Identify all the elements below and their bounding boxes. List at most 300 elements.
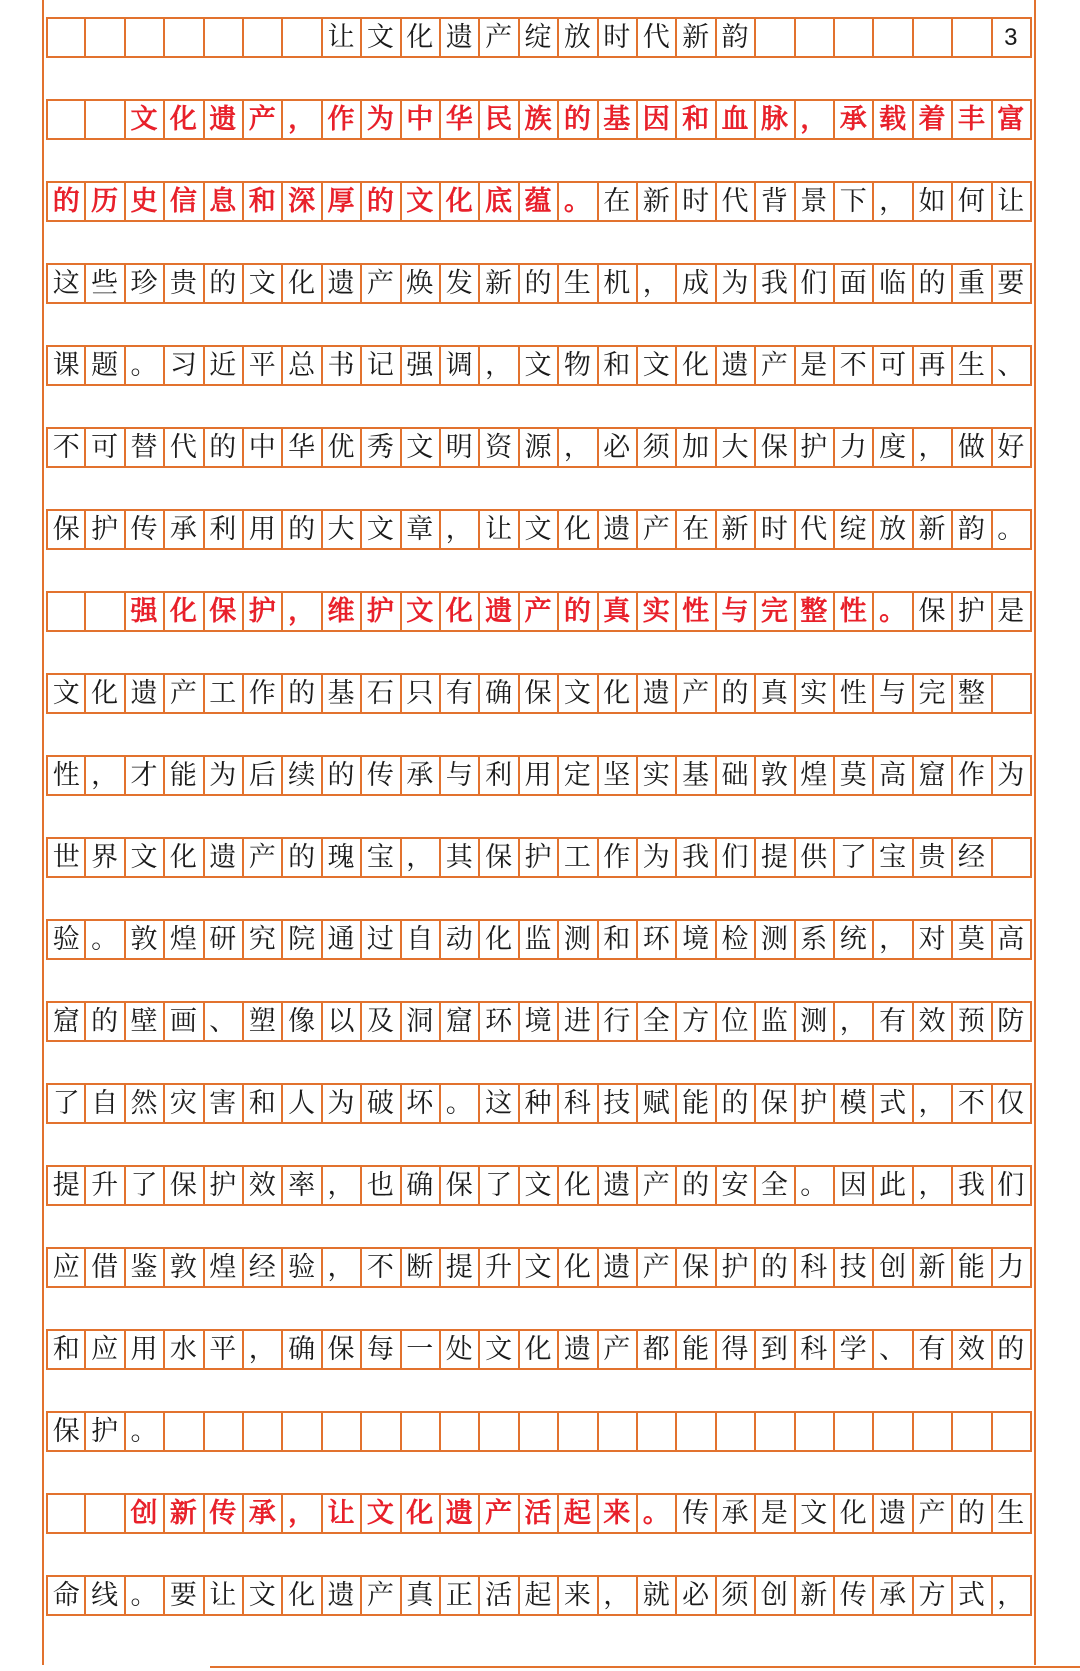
char-cell: 为 xyxy=(716,265,756,302)
char-cell: 在 xyxy=(598,183,638,220)
char-cell: 位 xyxy=(716,1003,756,1040)
char-cell: 护 xyxy=(795,429,835,466)
char-cell: 替 xyxy=(125,429,165,466)
char-cell: 要 xyxy=(992,265,1032,302)
empty-cell xyxy=(85,1495,125,1532)
char-cell: 的 xyxy=(558,593,598,630)
empty-cell xyxy=(204,1413,244,1450)
char-cell: 产 xyxy=(361,265,401,302)
char-cell: 产 xyxy=(755,347,795,384)
char-cell: 文 xyxy=(243,1577,283,1614)
char-cell: 成 xyxy=(676,265,716,302)
char-cell: 发 xyxy=(440,265,480,302)
char-cell: ， xyxy=(913,429,953,466)
char-cell: 资 xyxy=(479,429,519,466)
empty-cell xyxy=(361,1413,401,1450)
char-cell: ， xyxy=(401,839,441,876)
char-cell: 和 xyxy=(46,1331,86,1368)
char-cell: 可 xyxy=(873,347,913,384)
char-cell: 了 xyxy=(479,1167,519,1204)
char-cell: 护 xyxy=(952,593,992,630)
char-cell: 须 xyxy=(637,429,677,466)
char-cell: 境 xyxy=(676,921,716,958)
char-cell: 在 xyxy=(676,511,716,548)
char-cell: 测 xyxy=(795,1003,835,1040)
char-cell: 力 xyxy=(834,429,874,466)
char-cell: 敦 xyxy=(755,757,795,794)
char-cell: 焕 xyxy=(401,265,441,302)
char-cell: 得 xyxy=(716,1331,756,1368)
grid-row xyxy=(46,919,1032,960)
char-cell: 传 xyxy=(676,1495,716,1532)
char-cell: 也 xyxy=(361,1167,401,1204)
char-cell: 全 xyxy=(637,1003,677,1040)
char-cell: 创 xyxy=(755,1577,795,1614)
char-cell: 产 xyxy=(637,1167,677,1204)
char-cell: ， xyxy=(913,1167,953,1204)
char-cell: 石 xyxy=(361,675,401,712)
char-cell: 大 xyxy=(716,429,756,466)
char-cell: 韵 xyxy=(952,511,992,548)
empty-cell xyxy=(795,1413,835,1450)
char-cell: 化 xyxy=(834,1495,874,1532)
char-cell: 鉴 xyxy=(125,1249,165,1286)
char-cell: 保 xyxy=(204,593,244,630)
char-cell: 测 xyxy=(755,921,795,958)
char-cell: 景 xyxy=(795,183,835,220)
char-cell: 明 xyxy=(440,429,480,466)
char-cell: 富 xyxy=(992,101,1032,138)
char-cell: 的 xyxy=(85,1003,125,1040)
char-cell: 文 xyxy=(795,1495,835,1532)
char-cell: 都 xyxy=(637,1331,677,1368)
char-cell: 完 xyxy=(913,675,953,712)
char-cell: 遗 xyxy=(204,101,244,138)
char-cell: 创 xyxy=(873,1249,913,1286)
char-cell: 进 xyxy=(558,1003,598,1040)
char-cell: 代 xyxy=(716,183,756,220)
char-cell: 下 xyxy=(834,183,874,220)
char-cell: 有 xyxy=(873,1003,913,1040)
char-cell: 。 xyxy=(795,1167,835,1204)
char-cell: 遗 xyxy=(125,675,165,712)
char-cell: 何 xyxy=(952,183,992,220)
title-char-cell: 产 xyxy=(479,19,519,56)
char-cell: 加 xyxy=(676,429,716,466)
char-cell: 害 xyxy=(204,1085,244,1122)
char-cell: 有 xyxy=(913,1331,953,1368)
char-cell: 。 xyxy=(85,921,125,958)
char-cell: 产 xyxy=(519,593,559,630)
grid-row xyxy=(46,1493,1032,1534)
grid-row xyxy=(46,1329,1032,1370)
char-cell: 我 xyxy=(755,265,795,302)
title-char-cell: 让 xyxy=(322,19,362,56)
char-cell: 方 xyxy=(913,1577,953,1614)
char-cell: 断 xyxy=(401,1249,441,1286)
char-cell: 族 xyxy=(519,101,559,138)
char-cell: 仅 xyxy=(992,1085,1032,1122)
char-cell: 自 xyxy=(85,1085,125,1122)
char-cell: 化 xyxy=(164,593,204,630)
char-cell: 检 xyxy=(716,921,756,958)
char-cell: 的 xyxy=(204,265,244,302)
char-cell: 贵 xyxy=(164,265,204,302)
char-cell: 的 xyxy=(361,183,401,220)
char-cell: 代 xyxy=(795,511,835,548)
char-cell: 研 xyxy=(204,921,244,958)
char-cell: 就 xyxy=(637,1577,677,1614)
char-cell: ， xyxy=(873,921,913,958)
char-cell: 护 xyxy=(204,1167,244,1204)
char-cell: ， xyxy=(440,511,480,548)
char-cell: 基 xyxy=(676,757,716,794)
char-cell: 保 xyxy=(676,1249,716,1286)
char-cell: 和 xyxy=(243,1085,283,1122)
char-cell: 文 xyxy=(519,1249,559,1286)
empty-cell xyxy=(282,1413,322,1450)
title-char-cell: 时 xyxy=(598,19,638,56)
char-cell: 的 xyxy=(755,1249,795,1286)
char-cell: 利 xyxy=(204,511,244,548)
char-cell: 护 xyxy=(243,593,283,630)
char-cell: 性 xyxy=(834,593,874,630)
char-cell: 强 xyxy=(401,347,441,384)
char-cell: 度 xyxy=(873,429,913,466)
char-cell: 产 xyxy=(637,511,677,548)
char-cell: 界 xyxy=(85,839,125,876)
empty-cell xyxy=(913,1413,953,1450)
char-cell: 。 xyxy=(992,511,1032,548)
char-cell: 和 xyxy=(598,347,638,384)
bottom-rule xyxy=(210,1666,1080,1668)
char-cell: 这 xyxy=(46,265,86,302)
char-cell: 文 xyxy=(401,183,441,220)
char-cell: 文 xyxy=(519,511,559,548)
char-cell: 为 xyxy=(322,1085,362,1122)
char-cell: 全 xyxy=(755,1167,795,1204)
char-cell: 实 xyxy=(637,757,677,794)
char-cell: 与 xyxy=(873,675,913,712)
char-cell: 传 xyxy=(834,1577,874,1614)
char-cell: 调 xyxy=(440,347,480,384)
char-cell: ， xyxy=(282,101,322,138)
char-cell: 化 xyxy=(440,183,480,220)
char-cell: 及 xyxy=(361,1003,401,1040)
char-cell: ， xyxy=(479,347,519,384)
char-cell: 珍 xyxy=(125,265,165,302)
empty-cell xyxy=(243,1413,283,1450)
char-cell: 做 xyxy=(952,429,992,466)
char-cell: 验 xyxy=(282,1249,322,1286)
title-char-cell: 放 xyxy=(558,19,598,56)
char-cell: 遗 xyxy=(598,511,638,548)
char-cell: ， xyxy=(834,1003,874,1040)
char-cell: 对 xyxy=(913,921,953,958)
char-cell: 产 xyxy=(164,675,204,712)
char-cell: 保 xyxy=(322,1331,362,1368)
char-cell: 为 xyxy=(204,757,244,794)
char-cell: 遗 xyxy=(598,1249,638,1286)
char-cell: 模 xyxy=(834,1085,874,1122)
char-cell: 作 xyxy=(243,675,283,712)
empty-cell xyxy=(873,1413,913,1450)
char-cell: 化 xyxy=(479,921,519,958)
char-cell: 能 xyxy=(164,757,204,794)
empty-cell xyxy=(401,1413,441,1450)
char-cell: 与 xyxy=(440,757,480,794)
char-cell: 过 xyxy=(361,921,401,958)
char-cell: 保 xyxy=(46,511,86,548)
char-cell: 有 xyxy=(440,675,480,712)
char-cell: 窟 xyxy=(913,757,953,794)
char-cell: 、 xyxy=(992,347,1032,384)
empty-cell xyxy=(164,19,204,56)
char-cell: 华 xyxy=(282,429,322,466)
char-cell: 物 xyxy=(558,347,598,384)
char-cell: 莫 xyxy=(952,921,992,958)
char-cell: 保 xyxy=(755,1085,795,1122)
char-cell: 的 xyxy=(676,1167,716,1204)
char-cell: ， xyxy=(322,1249,362,1286)
char-cell: 文 xyxy=(401,593,441,630)
char-cell: 究 xyxy=(243,921,283,958)
char-cell: 正 xyxy=(440,1577,480,1614)
char-cell: 文 xyxy=(361,1495,401,1532)
char-cell: 必 xyxy=(676,1577,716,1614)
char-cell: 每 xyxy=(361,1331,401,1368)
char-cell: 机 xyxy=(598,265,638,302)
empty-cell xyxy=(46,101,86,138)
char-cell: 了 xyxy=(834,839,874,876)
char-cell: 煌 xyxy=(795,757,835,794)
grid-row xyxy=(46,755,1032,796)
char-cell: 文 xyxy=(519,1167,559,1204)
char-cell: ， xyxy=(795,101,835,138)
char-cell: 来 xyxy=(558,1577,598,1614)
char-cell: 厚 xyxy=(322,183,362,220)
char-cell: 提 xyxy=(46,1167,86,1204)
empty-cell xyxy=(519,1413,559,1450)
char-cell: 经 xyxy=(952,839,992,876)
empty-cell xyxy=(46,593,86,630)
char-cell: 基 xyxy=(322,675,362,712)
char-cell: 率 xyxy=(282,1167,322,1204)
char-cell: 保 xyxy=(913,593,953,630)
grid-row xyxy=(46,1575,1032,1616)
char-cell: 通 xyxy=(322,921,362,958)
char-cell: 升 xyxy=(85,1167,125,1204)
empty-cell xyxy=(992,1413,1032,1450)
char-cell: 其 xyxy=(440,839,480,876)
char-cell: 科 xyxy=(558,1085,598,1122)
char-cell: 坏 xyxy=(401,1085,441,1122)
empty-cell xyxy=(676,1413,716,1450)
char-cell: 世 xyxy=(46,839,86,876)
grid-row xyxy=(46,673,1032,714)
char-cell: 化 xyxy=(519,1331,559,1368)
char-cell: 时 xyxy=(676,183,716,220)
char-cell: 瑰 xyxy=(322,839,362,876)
char-cell: 我 xyxy=(952,1167,992,1204)
char-cell: 科 xyxy=(795,1331,835,1368)
char-cell: 着 xyxy=(913,101,953,138)
char-cell: 化 xyxy=(558,511,598,548)
char-cell: 式 xyxy=(952,1577,992,1614)
char-cell: 提 xyxy=(755,839,795,876)
char-cell: 平 xyxy=(243,347,283,384)
empty-cell xyxy=(598,1413,638,1450)
char-cell: 环 xyxy=(637,921,677,958)
char-cell: 丰 xyxy=(952,101,992,138)
char-cell: 防 xyxy=(992,1003,1032,1040)
char-cell: 来 xyxy=(598,1495,638,1532)
char-cell: 放 xyxy=(873,511,913,548)
char-cell: 莫 xyxy=(834,757,874,794)
char-cell: 式 xyxy=(873,1085,913,1122)
char-cell: 宝 xyxy=(873,839,913,876)
char-cell: 效 xyxy=(913,1003,953,1040)
char-cell: 是 xyxy=(755,1495,795,1532)
right-margin-line xyxy=(1034,0,1036,1665)
char-cell: 中 xyxy=(243,429,283,466)
char-cell: 到 xyxy=(755,1331,795,1368)
char-cell: 遗 xyxy=(479,593,519,630)
char-cell: 作 xyxy=(322,101,362,138)
char-cell: 升 xyxy=(479,1249,519,1286)
char-cell: 护 xyxy=(519,839,559,876)
char-cell: 起 xyxy=(558,1495,598,1532)
char-cell: 化 xyxy=(164,101,204,138)
char-cell: 真 xyxy=(401,1577,441,1614)
char-cell: 深 xyxy=(282,183,322,220)
char-cell: 性 xyxy=(46,757,86,794)
char-cell: 化 xyxy=(558,1167,598,1204)
char-cell: 化 xyxy=(401,1495,441,1532)
char-cell: 护 xyxy=(85,1413,125,1450)
char-cell: 基 xyxy=(598,101,638,138)
char-cell: 优 xyxy=(322,429,362,466)
char-cell: 护 xyxy=(361,593,401,630)
char-cell: 窟 xyxy=(440,1003,480,1040)
empty-cell xyxy=(440,1413,480,1450)
char-cell: 一 xyxy=(401,1331,441,1368)
char-cell: 不 xyxy=(46,429,86,466)
char-cell: 后 xyxy=(243,757,283,794)
char-cell: 华 xyxy=(440,101,480,138)
char-cell: 文 xyxy=(519,347,559,384)
char-cell: 保 xyxy=(519,675,559,712)
char-cell: 血 xyxy=(716,101,756,138)
char-cell: 线 xyxy=(85,1577,125,1614)
grid-row xyxy=(46,427,1032,468)
char-cell: 化 xyxy=(440,593,480,630)
char-cell: 只 xyxy=(401,675,441,712)
char-cell: 们 xyxy=(795,265,835,302)
char-cell: 贵 xyxy=(913,839,953,876)
char-cell: 遗 xyxy=(558,1331,598,1368)
char-cell: 题 xyxy=(85,347,125,384)
char-cell: 文 xyxy=(479,1331,519,1368)
char-cell: 。 xyxy=(125,347,165,384)
left-margin-line xyxy=(42,0,44,1665)
char-cell: 的 xyxy=(716,675,756,712)
char-cell: 动 xyxy=(440,921,480,958)
char-cell: 产 xyxy=(598,1331,638,1368)
char-cell: 护 xyxy=(85,511,125,548)
char-cell: 院 xyxy=(282,921,322,958)
char-cell: 可 xyxy=(85,429,125,466)
char-cell: 预 xyxy=(952,1003,992,1040)
char-cell: 行 xyxy=(598,1003,638,1040)
char-cell: 传 xyxy=(204,1495,244,1532)
char-cell: 命 xyxy=(46,1577,86,1614)
title-char-cell: 绽 xyxy=(519,19,559,56)
char-cell: 生 xyxy=(992,1495,1032,1532)
char-cell: 近 xyxy=(204,347,244,384)
title-char-cell: 遗 xyxy=(440,19,480,56)
char-cell: ， xyxy=(85,757,125,794)
char-cell: 保 xyxy=(479,839,519,876)
char-cell: 遗 xyxy=(873,1495,913,1532)
char-cell: 才 xyxy=(125,757,165,794)
char-cell: 遗 xyxy=(322,1577,362,1614)
char-cell: 传 xyxy=(361,757,401,794)
grid-row xyxy=(46,1247,1032,1288)
empty-cell xyxy=(322,1413,362,1450)
char-cell: 代 xyxy=(164,429,204,466)
char-cell: ， xyxy=(282,593,322,630)
empty-cell xyxy=(795,19,835,56)
char-cell: 验 xyxy=(46,921,86,958)
empty-cell xyxy=(637,1413,677,1450)
char-cell: 文 xyxy=(361,511,401,548)
char-cell: 绽 xyxy=(834,511,874,548)
char-cell: 实 xyxy=(795,675,835,712)
char-cell: 承 xyxy=(243,1495,283,1532)
empty-cell xyxy=(952,1413,992,1450)
char-cell: 记 xyxy=(361,347,401,384)
char-cell: ， xyxy=(637,265,677,302)
page-number: 3 xyxy=(992,19,1032,56)
char-cell: 真 xyxy=(598,593,638,630)
char-cell: 让 xyxy=(992,183,1032,220)
char-cell: 的 xyxy=(519,265,559,302)
char-cell: 要 xyxy=(164,1577,204,1614)
char-cell: 文 xyxy=(125,839,165,876)
char-cell: 能 xyxy=(952,1249,992,1286)
char-cell: 新 xyxy=(716,511,756,548)
char-cell: 了 xyxy=(46,1085,86,1122)
char-cell: 化 xyxy=(558,1249,598,1286)
char-cell: ， xyxy=(992,1577,1032,1614)
char-cell: 承 xyxy=(873,1577,913,1614)
char-cell: 用 xyxy=(243,511,283,548)
empty-cell xyxy=(716,1413,756,1450)
char-cell: 史 xyxy=(125,183,165,220)
char-cell: 我 xyxy=(676,839,716,876)
char-cell: 为 xyxy=(992,757,1032,794)
char-cell: 。 xyxy=(637,1495,677,1532)
char-cell: 再 xyxy=(913,347,953,384)
char-cell: 承 xyxy=(401,757,441,794)
empty-cell xyxy=(46,19,86,56)
empty-cell xyxy=(913,19,953,56)
char-cell: 真 xyxy=(755,675,795,712)
char-cell: 历 xyxy=(85,183,125,220)
char-cell: 的 xyxy=(558,101,598,138)
char-cell: 产 xyxy=(243,839,283,876)
